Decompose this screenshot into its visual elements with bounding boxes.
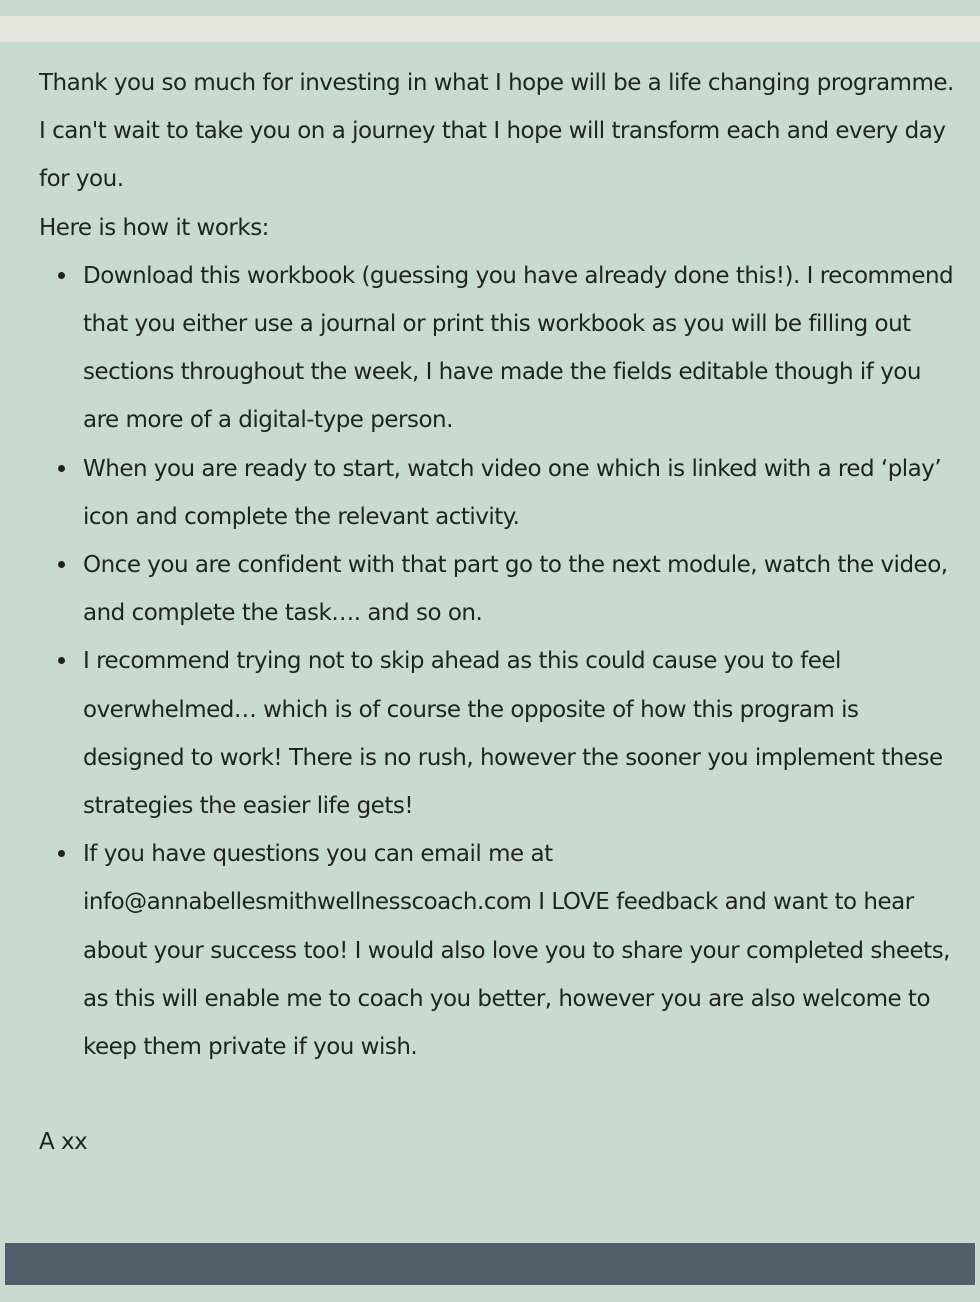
list-item	[39, 830, 959, 1071]
steps-list	[39, 252, 959, 1071]
intro-paragraph: Thank you so much for investing in what I hope will be a life changing programme. I can't wait to take you on a journey that I hope will transform each and every day for you.	[39, 70, 954, 193]
bullet-icon	[58, 465, 65, 472]
list-item	[39, 445, 959, 541]
step-text: Once you are confident with that part go to the next module, watch the video, and complete the task…. and so on.	[83, 552, 948, 627]
how-it-works-heading: Here is how it works:	[39, 214, 269, 241]
step-text: Download this workbook (guessing you have already done this!). I recommend that you either use a journal or print this workbook as you will be filling out sections throughout the week, I have made the fields editable though if you are more of a digital-type person.	[83, 262, 954, 434]
bullet-icon	[58, 272, 65, 279]
bottom-bar	[5, 1243, 975, 1285]
step-text: I recommend trying not to skip ahead as this could cause you to feel overwhelmed… which is of course the opposite of how this program is designed to work! There is no rush, however the sooner you implement these strategies the easier life gets!	[83, 648, 943, 820]
bullet-icon	[58, 561, 65, 568]
letter-body	[39, 59, 959, 1071]
list-item	[39, 252, 959, 445]
list-item	[39, 637, 959, 830]
top-band	[0, 16, 980, 42]
list-item	[39, 541, 959, 637]
bullet-icon	[58, 850, 65, 857]
signoff: A xx	[39, 1129, 88, 1155]
step-text: If you have questions you can email me at info@annabellesmithwellnesscoach.com I LOVE feedback and want to hear about your success too! I would also love you to share your completed sheets, as this will enable me to coach you better, however you are also welcome to keep them private if you wish.	[83, 841, 950, 1061]
bullet-icon	[58, 657, 65, 664]
step-text: When you are ready to start, watch video one which is linked with a red ‘play’ icon and complete the relevant activity.	[83, 455, 942, 530]
